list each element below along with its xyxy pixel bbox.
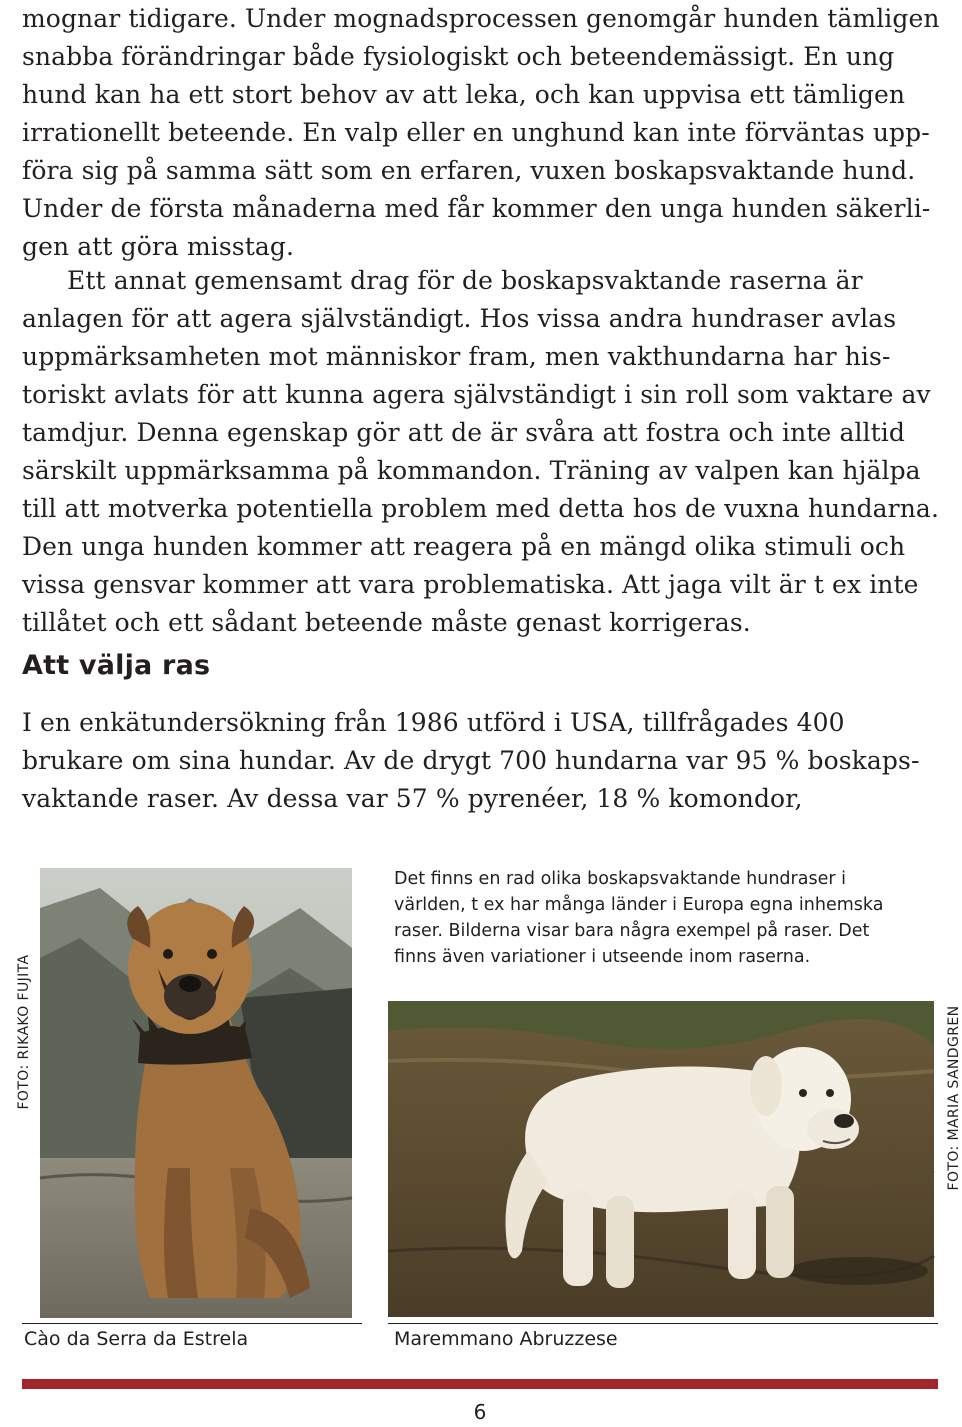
text-line: tamdjur. Denna egenskap gör att de är svåra att fostra och inte alltid xyxy=(22,418,905,447)
text-line: föra sig på samma sätt som en erfaren, vuxen boskapsvaktande hund. xyxy=(22,156,916,185)
caption-line: finns även variationer i utseende inom raserna. xyxy=(394,947,811,967)
text-line: vissa gensvar kommer att vara problematiska. Att jaga vilt är t ex inte xyxy=(22,570,919,599)
paragraph-3 xyxy=(22,704,938,818)
caption-rule-right xyxy=(388,1323,938,1324)
text-line: mognar tidigare. Under mognadsprocessen genomgår hunden tämligen xyxy=(22,4,940,33)
caption-rule-left xyxy=(22,1323,362,1324)
breed-label-left: Cào da Serra da Estrela xyxy=(24,1328,249,1350)
footer-accent-bar xyxy=(22,1379,938,1389)
text-line: anlagen för att agera självständigt. Hos vissa andra hundraser avlas xyxy=(22,304,897,333)
text-line: gen att göra misstag. xyxy=(22,232,295,261)
caption-line: Det finns en rad olika boskapsvaktande hundraser i xyxy=(394,869,846,889)
text-line: irrationellt beteende. En valp eller en unghund kan inte förväntas upp- xyxy=(22,118,930,147)
text-line: Under de första månaderna med får kommer den unga hunden säkerli- xyxy=(22,194,931,223)
text-line: Den unga hunden kommer att reagera på en mängd olika stimuli och xyxy=(22,532,906,561)
page-number: 6 xyxy=(473,1400,487,1424)
photo-caption xyxy=(394,866,934,970)
text-line: toriskt avlats för att kunna agera självständigt i sin roll som vaktare av xyxy=(22,380,931,409)
photo-credit-right: FOTO: MARIA SANDGREN xyxy=(946,1005,962,1191)
text-line: särskilt uppmärksamma på kommandon. Träning av valpen kan hjälpa xyxy=(22,456,921,485)
text-line: Ett annat gemensamt drag för de boskapsvaktande raserna är xyxy=(67,266,863,295)
photo-credit-left: FOTO: RIKAKO FUJITA xyxy=(16,954,32,1110)
caption-line: raser. Bilderna visar bara några exempel på raser. Det xyxy=(394,921,870,941)
text-line: hund kan ha ett stort behov av att leka, och kan uppvisa ett tämligen xyxy=(22,80,906,109)
photo-estrela-dog xyxy=(40,868,352,1318)
paragraph-1 xyxy=(22,0,938,266)
breed-label-right: Maremmano Abruzzese xyxy=(394,1328,618,1350)
section-heading: Att välja ras xyxy=(22,650,211,681)
paragraph-2 xyxy=(22,262,938,642)
text-line: snabba förändringar både fysiologiskt och beteendemässigt. En ung xyxy=(22,42,895,71)
text-line: I en enkätundersökning från 1986 utförd i USA, tillfrågades 400 xyxy=(22,708,845,737)
caption-line: världen, t ex har många länder i Europa egna inhemska xyxy=(394,895,884,915)
text-line: vaktande raser. Av dessa var 57 % pyrenéer, 18 % komondor, xyxy=(22,784,803,813)
text-line: tillåtet och ett sådant beteende måste genast korrigeras. xyxy=(22,608,751,637)
photo-maremmano-dog xyxy=(388,1001,934,1317)
text-line: till att motverka potentiella problem med detta hos de vuxna hundarna. xyxy=(22,494,939,523)
text-line: brukare om sina hundar. Av de drygt 700 hundarna var 95 % boskaps- xyxy=(22,746,920,775)
text-line: uppmärksamheten mot människor fram, men vakthundarna har his- xyxy=(22,342,891,371)
